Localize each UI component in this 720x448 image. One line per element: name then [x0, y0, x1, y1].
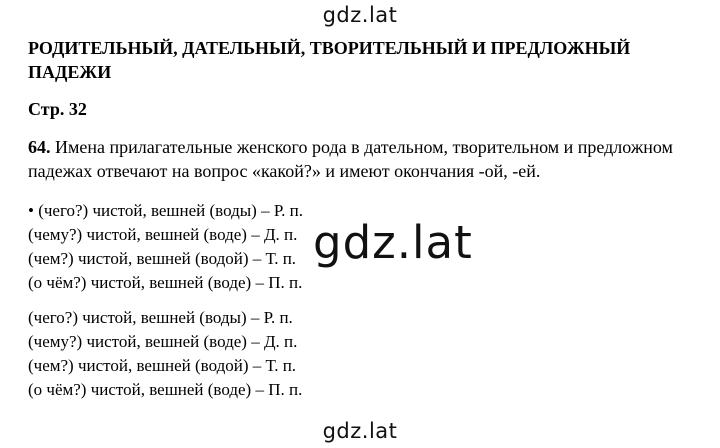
answer-group-2 — [28, 306, 302, 402]
answer-line: (о чём?) чистой, вешней (воде) – П. п. — [28, 273, 303, 292]
exercise-text: Имена прилагательные женского рода в дательном, творительном и предложном падежах отвечают на вопрос «какой?» и имеют окончания -ой, -ей. — [28, 137, 673, 181]
watermark-middle: gdz.lat — [313, 216, 473, 269]
answer-line: (чем?) чистой, вешней (водой) – Т. п. — [28, 356, 297, 375]
watermark-bottom: gdz.lat — [322, 419, 398, 443]
exercise-64 — [28, 135, 693, 183]
section-heading: РОДИТЕЛЬНЫЙ, ДАТЕЛЬНЫЙ, ТВОРИТЕЛЬНЫЙ И ПРЕДЛОЖНЫЙ ПАДЕЖИ — [28, 38, 631, 82]
answer-line: • (чего?) чистой, вешней (воды) – Р. п. — [28, 201, 304, 220]
watermark-top: gdz.lat — [322, 3, 398, 27]
answer-line: (чем?) чистой, вешней (водой) – Т. п. — [28, 249, 297, 268]
answer-group-1 — [28, 199, 303, 295]
answer-line: (о чём?) чистой, вешней (воде) – П. п. — [28, 380, 303, 399]
answer-line: (чему?) чистой, вешней (воде) – Д. п. — [28, 332, 298, 351]
exercise-number: 64. — [28, 137, 51, 157]
answer-line: (чего?) чистой, вешней (воды) – Р. п. — [28, 308, 293, 327]
page-reference: Стр. 32 — [28, 99, 87, 119]
answer-line: (чему?) чистой, вешней (воде) – Д. п. — [28, 225, 298, 244]
